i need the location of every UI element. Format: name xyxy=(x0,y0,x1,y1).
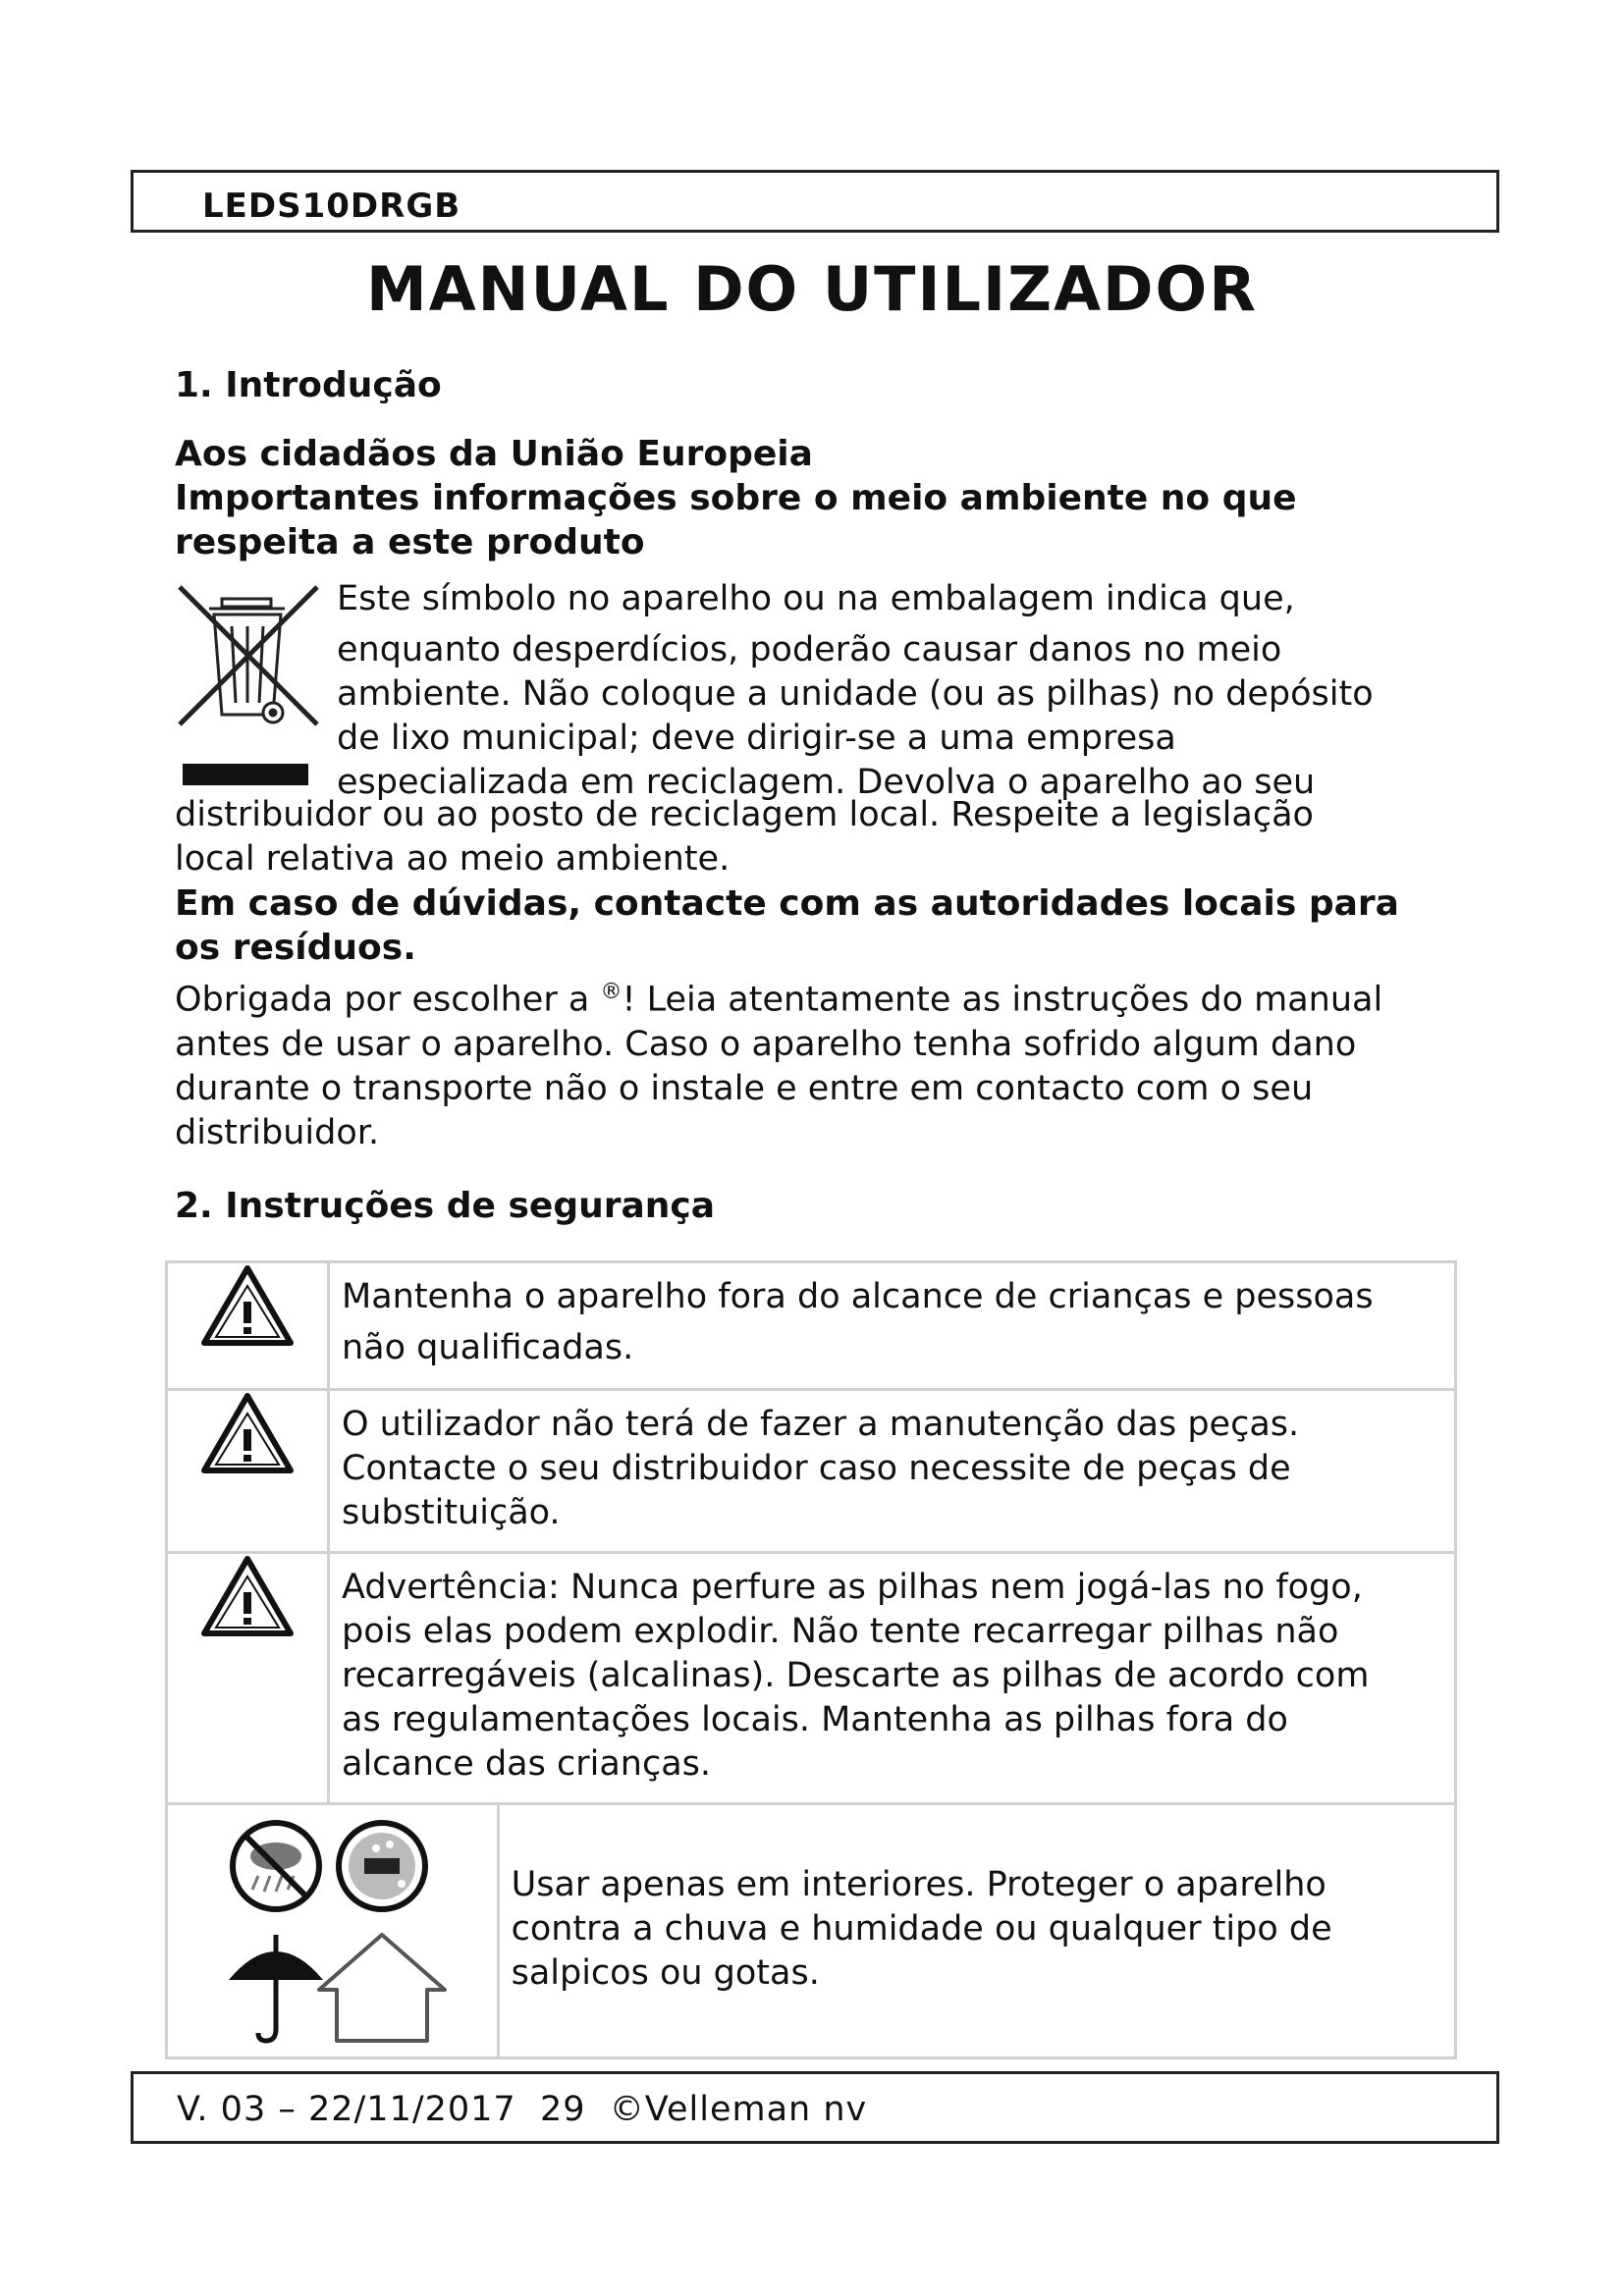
indoor-icons-cell xyxy=(167,1804,499,2058)
section-1-heading: 1. Introdução xyxy=(175,365,442,405)
weee-line: enquanto desperdícios, poderão causar danos no meio xyxy=(337,630,1282,669)
section-2-heading: 2. Instruções de segurança xyxy=(175,1186,716,1226)
weee-cont-line-2: local relativa ao meio ambiente. xyxy=(175,839,731,879)
weee-line: ambiente. Não coloque a unidade (ou as pilhas) no depósito xyxy=(337,674,1374,714)
warning-triangle-icon xyxy=(200,1264,295,1347)
thanks-line: distribuidor. xyxy=(175,1112,380,1152)
header-box xyxy=(131,170,1499,233)
footer-box xyxy=(131,2071,1499,2144)
weee-line: de lixo municipal; deve dirigir-se a uma empresa xyxy=(337,719,1176,758)
safety-line: não qualificadas. xyxy=(342,1328,634,1367)
weee-line: especializada em reciclagem. Devolva o aparelho ao seu xyxy=(337,763,1316,802)
safety-icon-cell xyxy=(167,1553,329,1804)
weee-continuation xyxy=(175,793,1490,881)
registered-mark: ® xyxy=(600,980,623,1004)
doubts-line-2: os resíduos. xyxy=(175,928,416,968)
no-rain-icon xyxy=(233,1823,319,1909)
house-icon xyxy=(319,1935,445,2041)
safety-text-cell xyxy=(329,1390,1456,1553)
thanks-post: ! Leia atentamente as instruções do manual xyxy=(622,980,1383,1020)
warning-triangle-icon xyxy=(200,1392,295,1474)
safety-line: O utilizador não terá de fazer a manutenção das peças. xyxy=(342,1405,1300,1444)
eu-heading: Aos cidadãos da União Europeia xyxy=(175,434,813,474)
footer-text: V. 03 – 22/11/2017 29 ©Velleman nv xyxy=(177,2090,868,2129)
safety-line: Usar apenas em interiores. Proteger o aparelho xyxy=(511,1864,1326,1904)
warning-triangle-icon xyxy=(200,1555,295,1637)
weee-cont-line-1: distribuidor ou ao posto de reciclagem local. Respeite a legislação xyxy=(175,795,1314,834)
env-heading-line-2: respeita a este produto xyxy=(175,522,645,562)
weee-text xyxy=(337,577,1476,805)
umbrella-icon xyxy=(229,1935,323,2041)
safety-table xyxy=(165,1260,1457,2059)
no-splash-icon xyxy=(339,1823,425,1909)
safety-row xyxy=(167,1553,1456,1804)
safety-line: contra a chuva e humidade ou qualquer tipo de xyxy=(511,1908,1332,1949)
product-code: LEDS10DRGB xyxy=(202,187,461,226)
thanks-line: antes de usar o aparelho. Caso o aparelho tenha sofrido algum dano xyxy=(175,1024,1357,1064)
safety-line: recarregáveis (alcalinas). Descarte as pilhas de acordo com xyxy=(342,1656,1370,1695)
safety-line: salpicos ou gotas. xyxy=(511,1952,820,1993)
safety-line: Mantenha o aparelho fora do alcance de crianças e pessoas xyxy=(342,1277,1374,1316)
safety-text-cell xyxy=(329,1262,1456,1390)
indoor-use-icons xyxy=(168,1805,476,2053)
safety-line: substituição. xyxy=(342,1493,561,1532)
safety-row xyxy=(167,1262,1456,1390)
safety-row xyxy=(167,1390,1456,1553)
safety-line: pois elas podem explodir. Não tente recarregar pilhas não xyxy=(342,1612,1339,1651)
doubts-line-1: Em caso de dúvidas, contacte com as autoridades locais para xyxy=(175,883,1399,924)
safety-icon-cell xyxy=(167,1390,329,1553)
safety-text-cell xyxy=(498,1804,1455,2058)
thanks-pre: Obrigada por escolher a xyxy=(175,980,601,1020)
safety-line: as regulamentações locais. Mantenha as pilhas fora do xyxy=(342,1700,1288,1739)
weee-crossed-bin-icon xyxy=(175,577,322,788)
safety-line: Contacte o seu distribuidor caso necessite de peças de xyxy=(342,1449,1291,1488)
safety-row xyxy=(167,1804,1456,2058)
thanks-paragraph xyxy=(175,970,1490,1155)
weee-line: Este símbolo no aparelho ou na embalagem indica que, xyxy=(337,579,1295,618)
safety-line: Advertência: Nunca perfure as pilhas nem jogá-las no fogo, xyxy=(342,1568,1363,1607)
page-title: MANUAL DO UTILIZADOR xyxy=(366,253,1258,325)
env-heading-line-1: Importantes informações sobre o meio ambiente no que xyxy=(175,478,1297,518)
safety-line: alcance das crianças. xyxy=(342,1744,712,1784)
thanks-line: durante o transporte não o instale e entre em contacto com o seu xyxy=(175,1068,1314,1108)
safety-icon-cell xyxy=(167,1262,329,1390)
safety-text-cell xyxy=(329,1553,1456,1804)
